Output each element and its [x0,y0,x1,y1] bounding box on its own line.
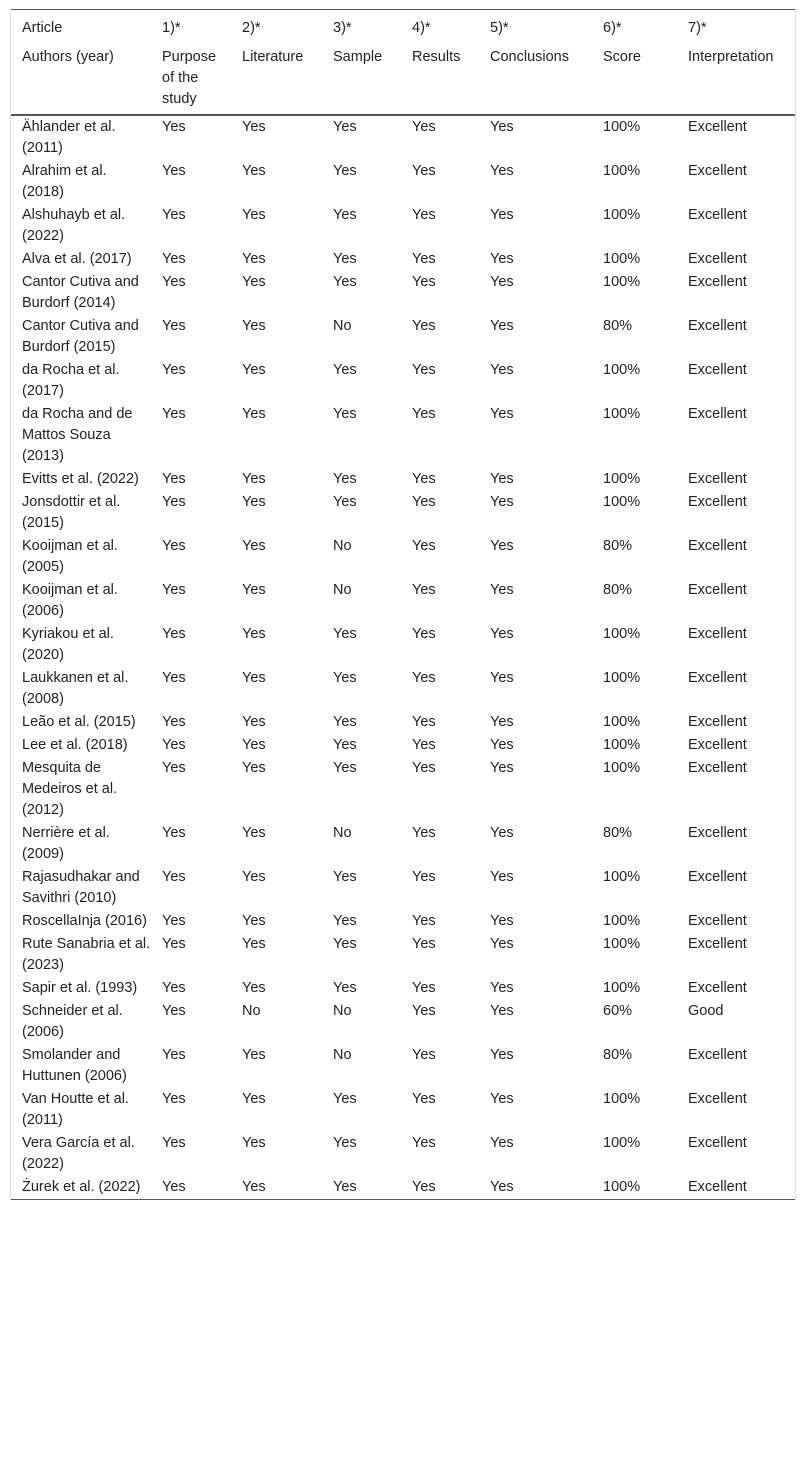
table-cell: Yes [412,163,436,179]
table-cell: Yes [490,737,514,753]
table-cell: Yes [162,362,186,378]
article-cell: Kooijman et al. (2005) [22,538,118,575]
article-cell: Rute Sanabria et al. (2023) [22,936,151,973]
table-cell: Yes [242,119,266,135]
table-cell: 60% [603,1003,633,1019]
table-cell: Yes [242,163,266,179]
table-cell: Yes [242,274,266,290]
table-cell: 100% [603,494,641,510]
table-cell: Yes [333,471,357,487]
table-cell: 100% [603,980,641,996]
article-cell: Alva et al. (2017) [22,251,132,267]
table-cell: 100% [603,119,641,135]
table-cell: Excellent [688,869,747,885]
table-cell: Yes [333,1135,357,1151]
table-cell: Excellent [688,1179,747,1195]
table-cell: No [333,538,352,554]
table-cell: Yes [242,1179,266,1195]
article-cell: Sapir et al. (1993) [22,980,138,996]
table-cell: Yes [490,670,514,686]
table-cell: Yes [412,362,436,378]
article-cell: Ählander et al. (2011) [22,119,116,156]
header-row-numbers [11,10,795,46]
header-cell: Authors (year) [11,45,151,115]
table-cell: Yes [490,936,514,952]
table-cell: Yes [162,980,186,996]
table-cell: 80% [603,318,633,334]
table-cell: No [333,1003,352,1019]
table-cell: 100% [603,406,641,422]
table-cell: Yes [490,626,514,642]
table-row [11,535,795,579]
table-cell: Yes [412,1179,436,1195]
header-cell: Purpose of the study [151,45,231,115]
table-cell: Yes [333,251,357,267]
header-cell: 5)* [490,20,509,36]
table-cell: Yes [490,1003,514,1019]
table-row [11,115,795,160]
table-cell: Yes [412,737,436,753]
table-cell: Yes [412,471,436,487]
table-cell: Yes [242,825,266,841]
table-cell: Yes [333,626,357,642]
table-cell: 80% [603,825,633,841]
quality-assessment-table [11,9,795,1200]
table-row [11,204,795,248]
table-cell: Excellent [688,471,747,487]
table-cell: Yes [242,936,266,952]
table-cell: Yes [162,318,186,334]
table-cell: Yes [162,1179,186,1195]
table-cell: Yes [242,494,266,510]
table-cell: Yes [412,1135,436,1151]
table-cell: Yes [333,980,357,996]
article-cell: Mesquita de Medeiros et al. (2012) [22,760,118,818]
table-cell: Yes [162,119,186,135]
table-cell: Yes [162,1091,186,1107]
table-cell: Yes [490,207,514,223]
article-cell: Vera García et al. (2022) [22,1135,135,1172]
table-cell: Yes [333,737,357,753]
table-cell: Yes [242,1047,266,1063]
table-cell: 100% [603,207,641,223]
table-cell: Yes [242,626,266,642]
table-cell: Yes [412,980,436,996]
table-cell: Yes [490,1047,514,1063]
article-cell: Evitts et al. (2022) [22,471,139,487]
table-row [11,977,795,1000]
table-cell: Excellent [688,538,747,554]
table-cell: Yes [242,582,266,598]
header-cell: 4)* [412,20,431,36]
table-body [11,115,795,1200]
article-cell: Laukkanen et al. (2008) [22,670,129,707]
table-cell: Yes [162,538,186,554]
table-cell: Excellent [688,737,747,753]
table-cell: Yes [242,670,266,686]
table-cell: Yes [412,119,436,135]
table-cell: Yes [333,207,357,223]
table-cell: Yes [242,207,266,223]
table-cell: No [333,825,352,841]
table-cell: Yes [162,274,186,290]
table-row [11,1132,795,1176]
table-cell: Excellent [688,207,747,223]
table-cell: 80% [603,538,633,554]
table-cell: Yes [242,869,266,885]
table-cell: Excellent [688,980,747,996]
table-cell: Yes [242,251,266,267]
table-cell: Good [688,1003,724,1019]
table-cell: Yes [412,538,436,554]
table-cell: Excellent [688,913,747,929]
table-cell: Yes [333,362,357,378]
header-cell: Literature [231,45,322,115]
table-cell: Excellent [688,119,747,135]
article-cell: RoscellaInja (2016) [22,913,147,929]
article-cell: Smolander and Huttunen (2006) [22,1047,127,1084]
article-cell: da Rocha et al. (2017) [22,362,120,399]
table-cell: Yes [490,1179,514,1195]
table-cell: Yes [162,737,186,753]
table-cell: Yes [242,980,266,996]
table-cell: Yes [162,760,186,776]
table-cell: Yes [412,207,436,223]
table-cell: Yes [162,913,186,929]
table-cell: Yes [162,825,186,841]
table-cell: 80% [603,582,633,598]
table-cell: Yes [490,362,514,378]
header-cell: Conclusions [479,45,592,115]
header-cell: 1)* [162,20,181,36]
table-cell: 100% [603,714,641,730]
table-cell: Yes [333,760,357,776]
table-cell: Excellent [688,714,747,730]
table-row [11,667,795,711]
table-cell: 100% [603,737,641,753]
article-cell: Cantor Cutiva and Burdorf (2015) [22,318,139,355]
header-cell: Score [592,45,677,115]
table-row [11,403,795,468]
table-cell: Yes [490,1091,514,1107]
table-cell: Yes [490,980,514,996]
table-cell: Yes [162,207,186,223]
table-row [11,491,795,535]
table-cell: Yes [162,251,186,267]
table-cell: Yes [412,936,436,952]
table-cell: Yes [333,869,357,885]
table-cell: Yes [490,251,514,267]
table-row [11,1000,795,1044]
article-cell: Jonsdottir et al. (2015) [22,494,121,531]
table-row [11,711,795,734]
table-cell: Excellent [688,1135,747,1151]
table-cell: Yes [490,538,514,554]
table-cell: Yes [490,582,514,598]
header-cell: 6)* [603,20,622,36]
table-cell: Yes [490,318,514,334]
table-cell: Yes [412,406,436,422]
table-cell: 100% [603,936,641,952]
table-row [11,1176,795,1200]
table-cell: Yes [242,714,266,730]
table-cell: 100% [603,274,641,290]
table-cell: Yes [490,869,514,885]
article-cell: Kyriakou et al. (2020) [22,626,114,663]
table-cell: Yes [242,362,266,378]
table-cell: 100% [603,251,641,267]
article-cell: Lee et al. (2018) [22,737,128,753]
table-cell: Yes [333,163,357,179]
table-cell: Yes [242,471,266,487]
table-cell: 100% [603,670,641,686]
table-row [11,248,795,271]
table-cell: Excellent [688,274,747,290]
table-row [11,271,795,315]
table-cell: Yes [490,1135,514,1151]
table-cell: Yes [242,913,266,929]
table-cell: Excellent [688,582,747,598]
table-row [11,734,795,757]
table-cell: Yes [490,119,514,135]
table-cell: Excellent [688,626,747,642]
article-cell: Cantor Cutiva and Burdorf (2014) [22,274,139,311]
article-cell: Van Houtte et al. (2011) [22,1091,129,1128]
table-cell: Yes [490,163,514,179]
table-cell: Yes [333,119,357,135]
table-row [11,579,795,623]
table-cell: Yes [162,714,186,730]
table-cell: Yes [412,626,436,642]
article-cell: Rajasudhakar and Savithri (2010) [22,869,140,906]
article-cell: Alshuhayb et al. (2022) [22,207,126,244]
table-row [11,910,795,933]
table-cell: Yes [162,869,186,885]
table-cell: 100% [603,913,641,929]
table-cell: Yes [333,274,357,290]
table-cell: Yes [490,494,514,510]
table-cell: Yes [333,1091,357,1107]
table-cell: Yes [412,869,436,885]
table-cell: Yes [162,626,186,642]
header-cell: 7)* [688,20,707,36]
table-cell: 100% [603,869,641,885]
table-row [11,1044,795,1088]
table-cell: Yes [333,936,357,952]
table-row [11,315,795,359]
header-cell: Interpretation [677,45,795,115]
table-cell: Yes [490,714,514,730]
table-cell: No [333,582,352,598]
table-cell: Yes [242,406,266,422]
table-cell: Yes [490,406,514,422]
table-cell: Yes [412,825,436,841]
table-cell: No [333,1047,352,1063]
table-cell: Yes [333,1179,357,1195]
article-cell: Kooijman et al. (2006) [22,582,118,619]
table-cell: Yes [412,1047,436,1063]
table-cell: Excellent [688,318,747,334]
table-cell: Yes [162,582,186,598]
table-cell: Yes [242,1135,266,1151]
table-cell: 100% [603,1135,641,1151]
table-cell: Yes [412,1003,436,1019]
header-cell: Article [22,20,63,36]
table-cell: Yes [412,670,436,686]
article-cell: Schneider et al. (2006) [22,1003,123,1040]
table-header [11,10,795,116]
table-cell: 100% [603,163,641,179]
table-cell: Yes [162,163,186,179]
table-cell: Yes [490,274,514,290]
table-cell: Yes [490,913,514,929]
table-row [11,822,795,866]
table-cell: 80% [603,1047,633,1063]
table-cell: Excellent [688,936,747,952]
table-cell: 100% [603,760,641,776]
table-cell: Yes [333,913,357,929]
table-cell: 100% [603,1091,641,1107]
table-cell: Yes [412,582,436,598]
table-cell: Excellent [688,406,747,422]
table-cell: No [242,1003,261,1019]
table-cell: Yes [412,274,436,290]
table-cell: Yes [333,494,357,510]
table-cell: Yes [162,471,186,487]
table-cell: 100% [603,471,641,487]
header-row-labels [11,45,795,115]
table-cell: Yes [333,670,357,686]
table-row [11,866,795,910]
table-cell: Yes [162,406,186,422]
table-cell: Yes [242,1091,266,1107]
table-cell: Yes [162,670,186,686]
article-cell: da Rocha and de Mattos Souza (2013) [22,406,133,464]
table-row [11,160,795,204]
header-cell: Sample [322,45,401,115]
table-cell: Yes [162,1135,186,1151]
quality-assessment-table-container [10,9,796,1200]
table-cell: Yes [162,1047,186,1063]
table-row [11,757,795,822]
table-cell: Yes [490,471,514,487]
table-cell: No [333,318,352,334]
table-cell: Excellent [688,251,747,267]
table-cell: Yes [242,737,266,753]
table-cell: Excellent [688,163,747,179]
table-cell: Yes [490,825,514,841]
table-row [11,1088,795,1132]
table-cell: Yes [242,538,266,554]
table-cell: Yes [490,760,514,776]
table-cell: 100% [603,362,641,378]
table-cell: Yes [242,760,266,776]
table-cell: Excellent [688,760,747,776]
header-cell: 3)* [333,20,352,36]
table-cell: Yes [412,714,436,730]
table-cell: Yes [242,318,266,334]
article-cell: Żurek et al. (2022) [22,1179,141,1195]
table-cell: Excellent [688,1047,747,1063]
table-row [11,623,795,667]
table-cell: Yes [412,494,436,510]
header-cell: Results [401,45,479,115]
table-cell: Excellent [688,362,747,378]
table-cell: Yes [333,714,357,730]
table-row [11,468,795,491]
table-cell: Yes [412,1091,436,1107]
table-cell: 100% [603,626,641,642]
table-cell: Yes [412,318,436,334]
table-cell: Yes [162,494,186,510]
table-cell: Yes [412,913,436,929]
table-row [11,359,795,403]
table-row [11,933,795,977]
table-cell: Yes [333,406,357,422]
article-cell: Leão et al. (2015) [22,714,136,730]
table-cell: Yes [412,760,436,776]
table-cell: Excellent [688,825,747,841]
table-cell: Yes [162,936,186,952]
table-cell: Excellent [688,494,747,510]
table-cell: Excellent [688,1091,747,1107]
table-cell: Yes [162,1003,186,1019]
header-cell: 2)* [242,20,261,36]
table-cell: 100% [603,1179,641,1195]
table-cell: Yes [412,251,436,267]
article-cell: Alrahim et al. (2018) [22,163,107,200]
article-cell: Nerrière et al. (2009) [22,825,110,862]
table-cell: Excellent [688,670,747,686]
